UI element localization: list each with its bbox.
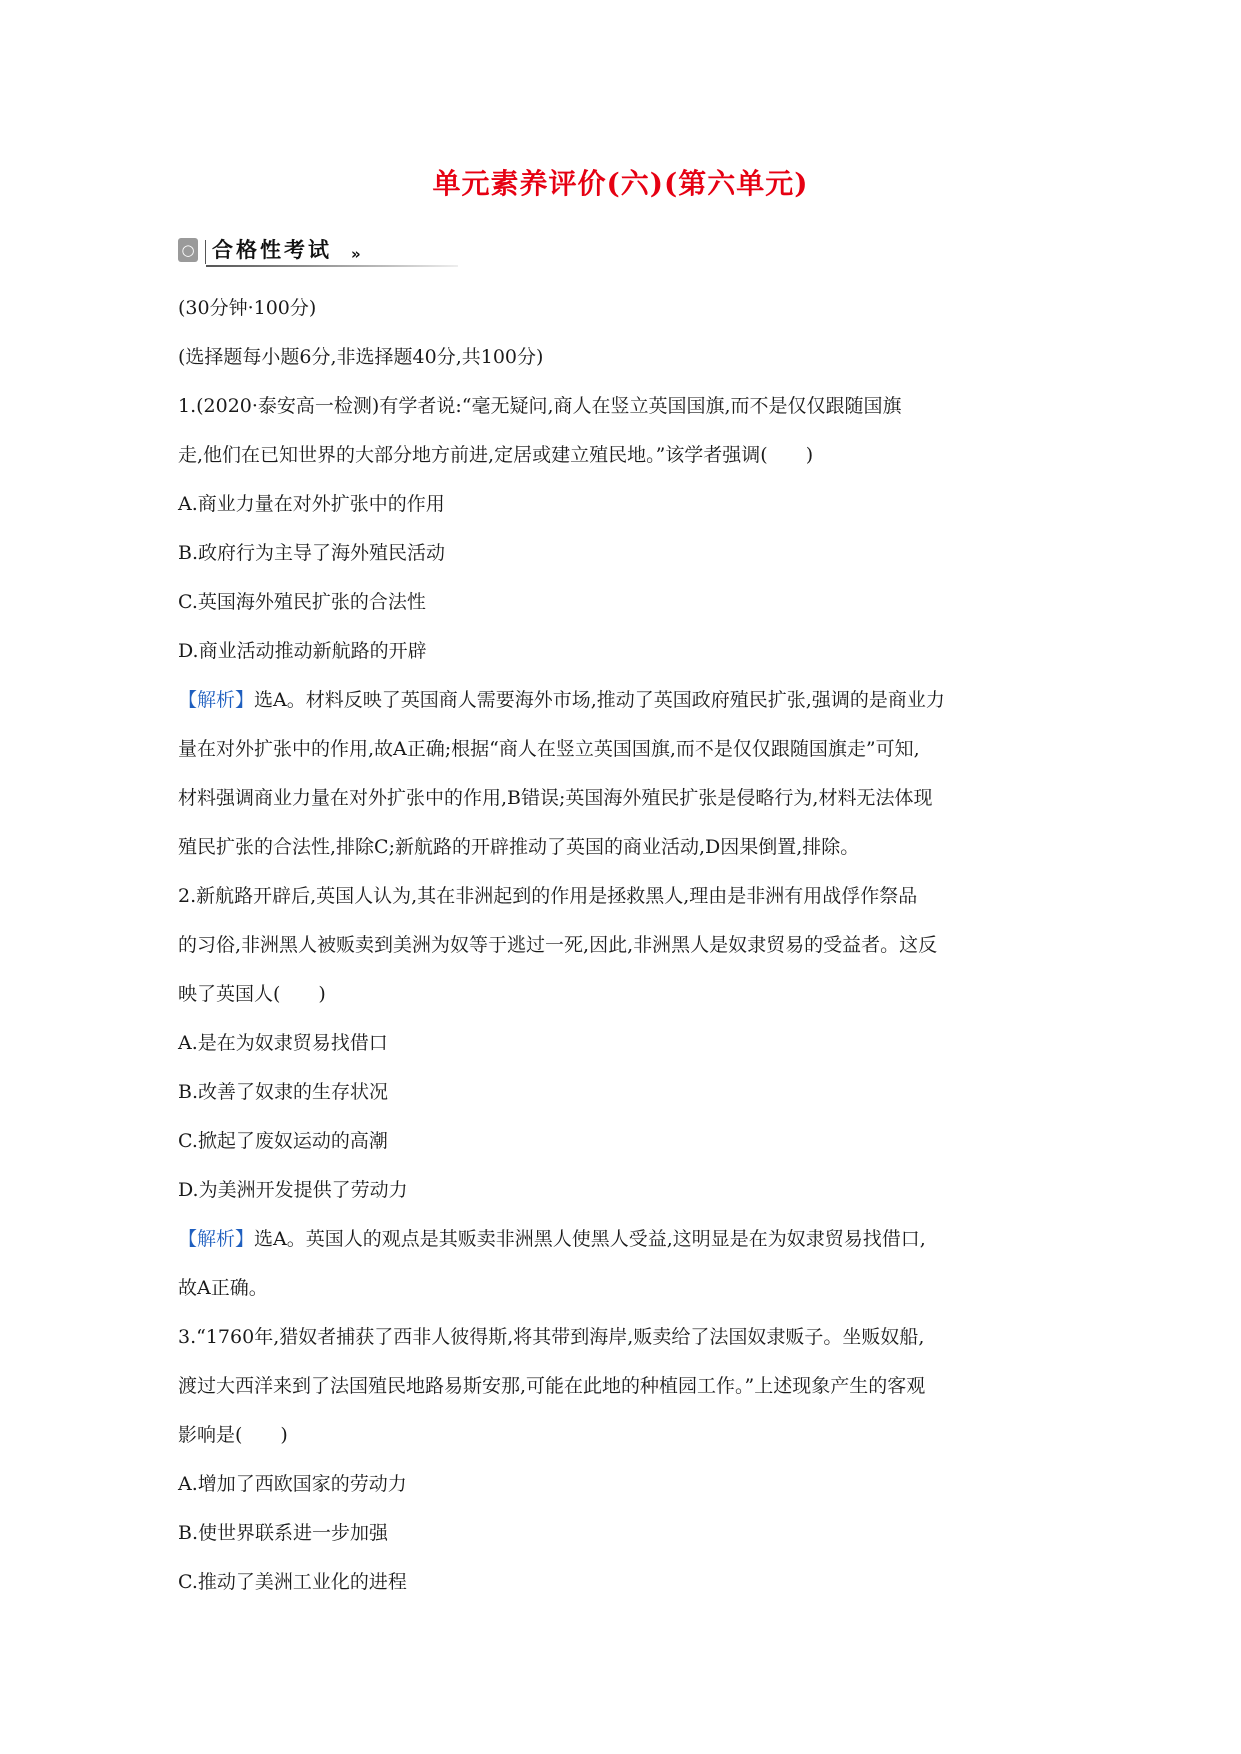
question-stem-line: 1.(2020·泰安高一检测)有学者说:“毫无疑问,商人在竖立英国国旗,而不是仅仅跟随国旗 [178,395,902,417]
document-body [178,284,1068,1607]
explanation-tag: 【解析】 [178,689,255,711]
option-c: C.英国海外殖民扩张的合法性 [178,591,426,613]
option-c: C.掀起了废奴运动的高潮 [178,1130,388,1152]
option-b: B.改善了奴隶的生存状况 [178,1081,389,1103]
section-label: 合格性考试 [212,238,332,262]
double-chevron-icon: » [351,245,361,263]
section-rule [206,265,458,267]
question-stem-line: 渡过大西洋来到了法国殖民地路易斯安那,可能在此地的种植园工作。”上述现象产生的客观 [178,1375,926,1397]
option-c: C.推动了美洲工业化的进程 [178,1571,407,1593]
question-stem-line: 3.“1760年,猎奴者捕获了西非人彼得斯,将其带到海岸,贩卖给了法国奴隶贩子。坐贩奴船, [178,1326,925,1348]
option-b: B.使世界联系进一步加强 [178,1522,389,1544]
explanation-line [178,1215,1068,1264]
question-1 [178,382,1068,872]
lightbulb-icon: ○ [178,238,198,262]
question-3 [178,1313,1068,1607]
question-2 [178,872,1068,1313]
question-stem-line: 影响是( ) [178,1424,288,1446]
option-a: A.是在为奴隶贸易找借口 [178,1032,388,1054]
question-stem-line: 的习俗,非洲黑人被贩卖到美洲为奴等于逃过一死,因此,非洲黑人是奴隶贸易的受益者。这反 [178,934,938,956]
scoring-note: (选择题每小题6分,非选择题40分,共100分) [178,346,544,368]
explanation-text: 选A。材料反映了英国商人需要海外市场,推动了英国政府殖民扩张,强调的是商业力 [254,689,945,711]
explanation-line: 量在对外扩张中的作用,故A正确;根据“商人在竖立英国国旗,而不是仅仅跟随国旗走”可知, [178,738,920,760]
time-score-note: (30分钟·100分) [178,297,317,319]
question-stem-line: 映了英国人( ) [178,983,326,1005]
section-header [178,236,458,268]
explanation-line [178,676,1068,725]
option-d: D.商业活动推动新航路的开辟 [178,640,427,662]
option-a: A.商业力量在对外扩张中的作用 [178,493,445,515]
page-title: 单元素养评价(六)(第六单元) [432,167,809,200]
question-stem-line: 走,他们在已知世界的大部分地方前进,定居或建立殖民地。”该学者强调( ) [178,444,814,466]
option-a: A.增加了西欧国家的劳动力 [178,1473,407,1495]
explanation-line: 殖民扩张的合法性,排除C;新航路的开辟推动了英国的商业活动,D因果倒置,排除。 [178,836,860,858]
explanation-tag: 【解析】 [178,1228,255,1250]
explanation-line: 故A正确。 [178,1277,268,1299]
option-b: B.政府行为主导了海外殖民活动 [178,542,446,564]
question-stem-line: 2.新航路开辟后,英国人认为,其在非洲起到的作用是拯救黑人,理由是非洲有用战俘作祭品 [178,885,918,907]
explanation-line: 材料强调商业力量在对外扩张中的作用,B错误;英国海外殖民扩张是侵略行为,材料无法体现 [178,787,933,809]
option-d: D.为美洲开发提供了劳动力 [178,1179,408,1201]
section-divider [205,240,206,264]
explanation-text: 选A。英国人的观点是其贩卖非洲黑人使黑人受益,这明显是在为奴隶贸易找借口, [254,1228,926,1250]
